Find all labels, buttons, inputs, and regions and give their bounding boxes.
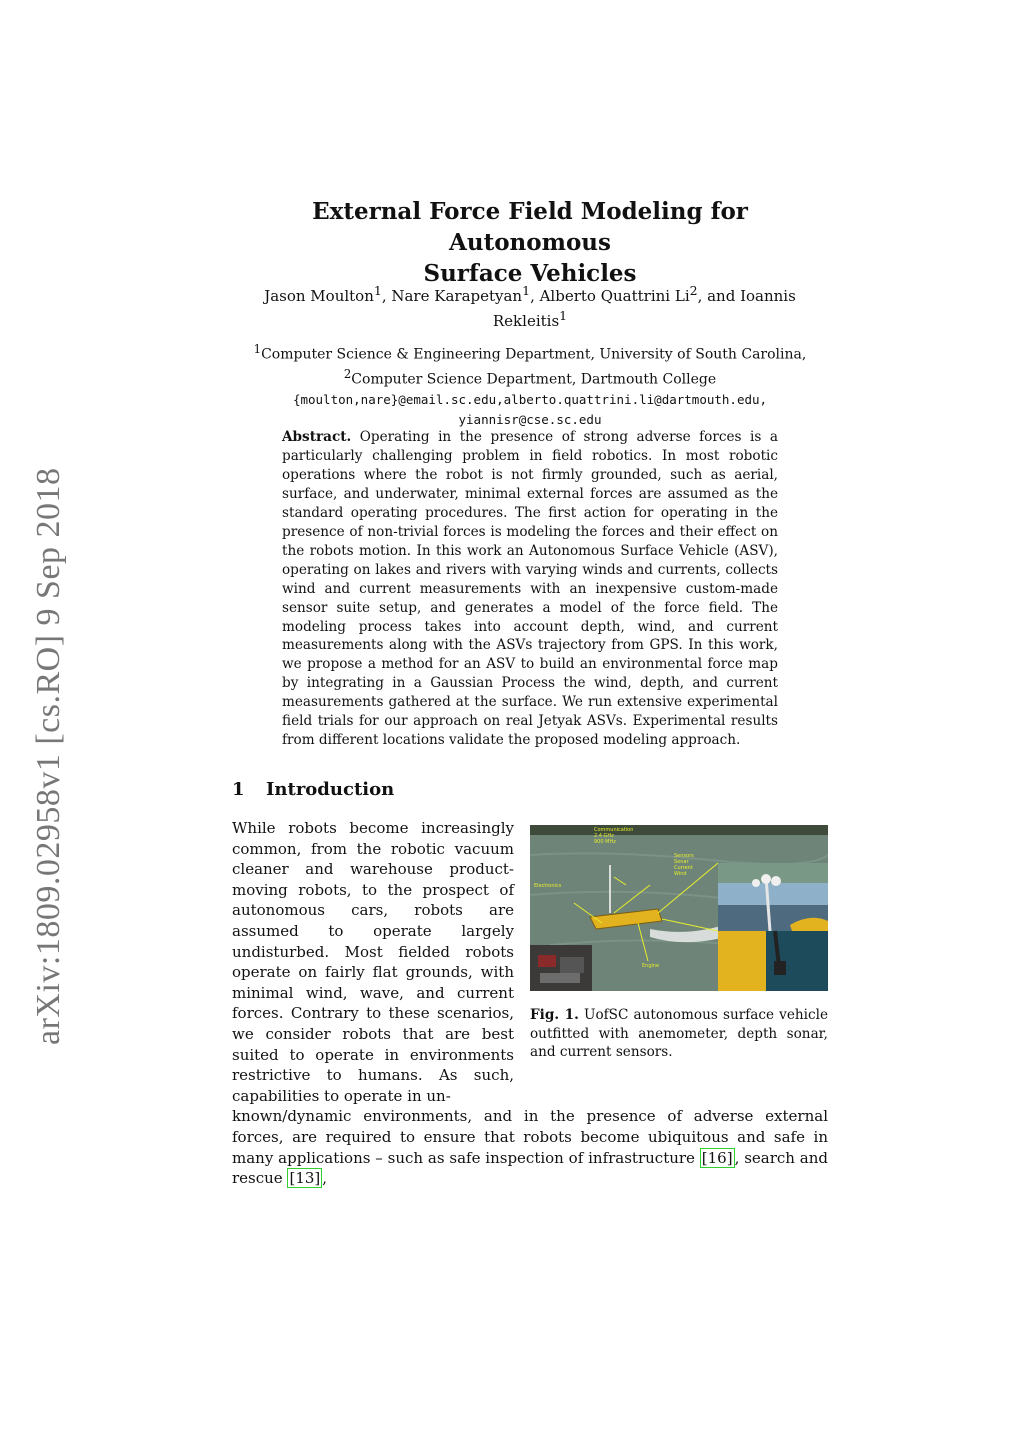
section-heading: 1 Introduction [232,779,395,800]
abstract-label: Abstract. [282,429,352,445]
citation-link-16[interactable]: [16] [701,1148,733,1167]
author-emails: {moulton,nare}@email.sc.edu,alberto.quattrini.li@dartmouth.edu, [292,392,768,408]
intro-wrapped-text: While robots become increasingly common, from the robotic vacuum cleaner and warehouse product-moving robots, to the prospect of autonomous cars, robots are assumed to operate largely undisturbed. Most fielded robots operate on fairly flat grounds, with minimal wind, wave, and current forces. Contrary to these scenarios, we consider robots that are best suited to operate in environments restrictive to humans. As such, capabilities to operate in un- [232,819,514,1105]
figure-caption: Fig. 1. UofSC autonomous surface vehicle outfitted with anemometer, depth sonar, and current sensors. [530,1007,828,1061]
introduction-body [232,818,828,1189]
citation-link-13[interactable]: [13] [289,1169,321,1188]
abstract [282,428,778,750]
paper-title: External Force Field Modeling for Autonomous Surface Vehicles [312,198,748,287]
photo-annotation-sensors: Sensors Sonar Current Wind [674,853,694,877]
photo-annotation-engine: Engine [642,963,660,969]
intro-full-width-text: known/dynamic environments, and in the presence of adverse external forces, are required to ensure that robots become ubiquitous and safe in many applications – such as safe inspection of infrastructure [16] , search and rescue [13] , [232,1107,828,1188]
arxiv-identifier: arXiv:1809.02958v1 [cs.RO] 9 Sep 2018 [30,467,67,1045]
photo-annotation-electronics: Electronics [534,883,562,889]
photo-annotation-comm: Communication 2.4 GHz 900 MHz [594,827,634,845]
author-list: Jason Moulton$^1$, Nare Karapetyan$^1$, Alberto Quattrini Li$^2$, and Ioannis Rekleitis$^1$ [264,283,796,330]
affiliations: $^1$Computer Science & Engineering Department, University of South Carolina, $^2$Computer Science Department, Dartmouth College {moulton,nare}@email.sc.edu,alberto.quattrini.li@dartmouth.edu, yiannisr@cse.sc.edu [232,340,828,429]
abstract-text: Operating in the presence of strong adverse forces is a particularly challenging problem in field robotics. In most robotic operations where the robot is not firmly grounded, such as aerial, surface, and underwater, minimal external forces are assumed as the standard operating procedures. The first action for operating in the presence of non-trivial forces is modeling the forces and their effect on the robots motion. In this work an Autonomous Surface Vehicle (ASV), operating on lakes and rivers with varying winds and currents, collects wind and current measurements with an inexpensive custom-made sensor suite setup, and generates a model of the force field. The modeling process takes into account depth, wind, and current measurements along with the ASVs trajectory from GPS. In this work, we propose a method for an ASV to build an environmental force map by integrating in a Gaussian Process the wind, depth, and current measurements gathered at the surface. We run extensive experimental field trials for our approach on real Jetyak ASVs. Experimental results from different locations validate the proposed modeling approach. [282,429,778,749]
